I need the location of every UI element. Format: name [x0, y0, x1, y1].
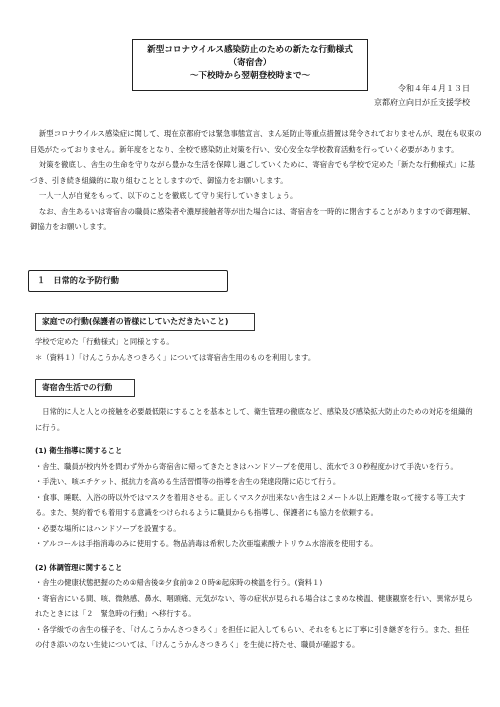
hygiene-item: ・食事、睡眠、入浴の時以外ではマスクを着用させる。正しくマスクが出来ない舎生は２メートル以上距離を取って接する等工夫する。また、契約着でも着用する意識をつけられるように職員からも指導し、保護者にも協力を依頼する。 — [35, 492, 466, 517]
dorm-intro: 日常的に人と人との接触を必要最低限にすることを基本として、衛生管理の徹底など、感染及び感染拡大防止のための対応を組織的に行う。 — [35, 407, 473, 432]
health-item: ・舎生の健康状態把握のため①帰舎後②夕食前③２０時④起床時の検温を行う。(資料１) — [35, 578, 323, 587]
hygiene-item: ・必要な場所にはハンドソープを設置する。 — [35, 523, 181, 533]
dorm-behavior-text — [35, 404, 475, 653]
intro-text — [30, 126, 482, 235]
title-line-1: 新型コロナウイルス感染防止のための新たな行動様式 — [147, 45, 353, 55]
home-line-2: ＊（資料１）「けんこうかんさつきろく」については寄宿舎生用のものを利用します。 — [35, 352, 316, 362]
hygiene-item: ・手洗い、咳エチケット、抵抗力を高める生活習慣等の指導を舎生の発達段階に応じて行う。 — [35, 477, 341, 486]
home-behavior-heading: 家庭での行動(保護者の皆様にしていただきたいこと) — [35, 313, 255, 331]
health-item: ・各学級での舎生の様子を、「けんこうかんさつきろく」を担任に記入してもらい、それをもとに丁寧に引き継ぎを行う。また、担任の付き添いのない生徒については、「けんこうかんさつきろく」を生徒に持たせ、職員が確認する。 — [35, 624, 470, 649]
dorm-behavior-heading: 寄宿舎生活での行動 — [35, 379, 135, 397]
intro-paragraph-4: なお、舎生あるいは寄宿舎の職員に感染者や濃厚接触者等が出た場合には、寄宿舎を一時的に閉舎することがありますので御理解、御協力をお願いします。 — [30, 206, 475, 231]
health-heading: (2) 体調管理に関すること — [35, 562, 123, 572]
section-1-heading: １ 日常的な予防行動 — [28, 270, 228, 292]
intro-paragraph-3: 一人一人が自覚をもって、以下のことを徹底して守り実行していきましょう。 — [38, 191, 298, 200]
title-box — [132, 39, 368, 91]
home-behavior-text — [35, 334, 475, 365]
hygiene-heading: (1) 衛生指導に関すること — [35, 446, 123, 455]
hygiene-item: ・舎生、職員が校内外を問わず外から寄宿舎に帰ってきたときはハンドソープを使用し、流水で３０秒程度かけて手洗いを行う。 — [35, 461, 458, 471]
title-line-2: （寄宿舎） — [228, 58, 272, 68]
health-item: ・寄宿舎にいる間、咳、微熱感、鼻水、咽頭痛、元気がない、等の症状が見られる場合はこまめな検温、健康観察を行い、異常が見られたときには「２ 緊急時の行動」へ移行する。 — [35, 593, 473, 618]
issuer-name: 京都府立向日が丘支援学校 — [374, 98, 470, 107]
intro-paragraph-1: 新型コロナウイルス感染症に関して、現在京都府では緊急事態宣言、まん延防止等重点措置は発令されておりませんが、現在も収束の目処がたっておりません。新年度をとなり、全校で感染防止対策を行い、安心安全な学校教育活動を行っていく必要があります。 — [30, 129, 482, 154]
intro-paragraph-2: 対策を徹底し、舎生の生命を守りながら豊かな生活を保障し過ごしていくために、寄宿舎でも学校で定めた「新たな行動様式」に基づき、引き続き組織的に取り組むこととしますので、御協力をお願いします。 — [30, 160, 475, 185]
home-line-1: 学校で定めた「行動様式」と同様とする。 — [35, 337, 174, 346]
date-block — [374, 82, 470, 110]
document-date: 令和４年４月１３日 — [398, 84, 470, 93]
title-line-3: ～下校時から翌朝登校時まで～ — [189, 71, 311, 81]
hygiene-item: ・アルコールは手指消毒のみに使用する。物品消毒は希釈した次亜塩素酸ナトリウム水溶液を使用する。 — [35, 539, 378, 548]
